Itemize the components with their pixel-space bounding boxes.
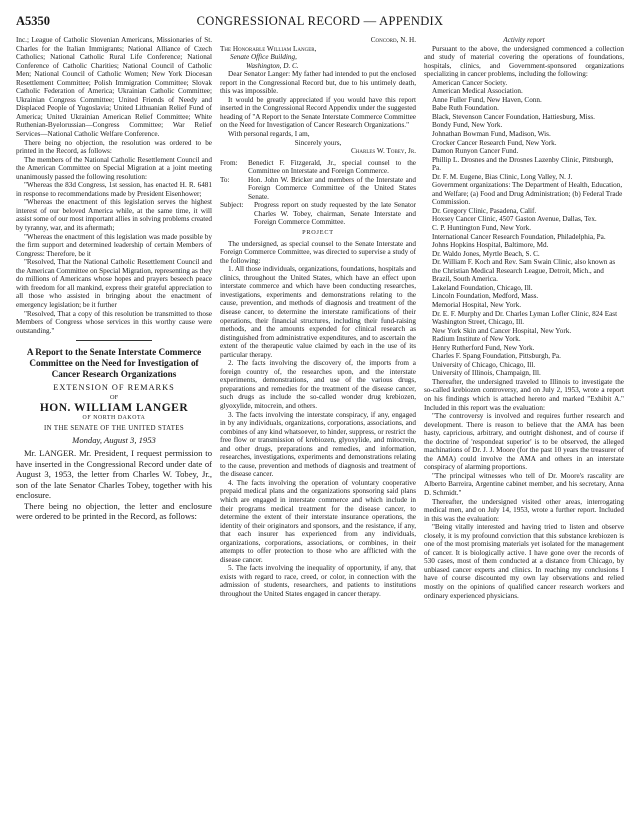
list-item: Henry Rutherford Fund, New York. xyxy=(432,343,535,352)
paragraph: Pursuant to the above, the undersigned commenced a collection and study of material covering the operations of foundations, hospitals, clinics, and Government-sponsored organizations specializing in cancer problems, including the following: xyxy=(424,44,624,79)
paragraph: 3. The facts involving the interstate conspiracy, if any, engaged in by any individuals, organizations, corporations, associations, and combines of any kind whatsoever, to hinder, suppress, or restrict the free flow or transmission of krebiozen, glyoxylide, and mitocrein, and other drugs, preparations and remedies, and information, researches, investigations, experiments and demonstrations relating to the cause, prevention and methods of diagnosis and treatment of the disease cancer. xyxy=(220,410,416,479)
resolution-whereas-3: "Whereas the enactment of this legislation was made possible by the firm support and determined leadership of certain Members of Congress: Therefore, be it xyxy=(16,232,212,258)
memo-to: To: Hon. John W. Bricker and members of the Interstate and Foreign Commerce Committee of the United States Senate. xyxy=(220,175,416,201)
memo-subject-label: Subject: xyxy=(220,201,244,210)
list-item: Charles F. Spang Foundation, Pittsburgh, Pa. xyxy=(432,352,561,361)
organization-list xyxy=(424,79,624,378)
paragraph: Dear Senator Langer: My father had intended to put the enclosed report in the Congressional Record but, due to his untimely death, this was impossible. xyxy=(220,70,416,96)
list-item: Lincoln Foundation, Medford, Mass. xyxy=(432,292,539,301)
resolution-resolved-2: "Resolved, That a copy of this resolution be transmitted to those Members of Congress whose services in this worthy cause were outstanding." xyxy=(16,309,212,335)
list-item: Dr. Gregory Clinic, Pasadena, Calif. xyxy=(432,206,537,215)
paragraph: 2. The facts involving the discovery of, the imports from a foreign country of, the researches upon, and the interstate experiments, demonstrations, and use of the various drugs, preparations and remedies for the treatment of the disease cancer, such drugs as include the so-called wonder drug krebiozen, glyoxylide, mitocrein, and others. xyxy=(220,359,416,410)
list-item: Damon Runyon Cancer Fund. xyxy=(432,147,519,156)
article-title: A Report to the Senate Interstate Commerce Committee on the Need for Investigation of Cancer Research Organizations xyxy=(26,347,202,380)
paragraph: It would be greatly appreciated if you would have this report inserted in the Congressional Record Appendix under the suggested heading of "A Report to the Senate Interstate Commerce Committee on the Need for Investigation of Cancer Research Organizations." xyxy=(220,95,416,130)
memo-to-label: To: xyxy=(220,175,230,184)
list-item: Dr. Waldo Jones, Myrtle Beach, S. C. xyxy=(432,249,540,258)
column-1 xyxy=(16,36,212,814)
letter-closing: Sincerely yours, xyxy=(294,138,342,147)
list-item: C. P. Huntington Fund, New York. xyxy=(432,224,532,233)
paragraph: Thereafter, the undersigned traveled to Illinois to investigate the so-called krebiozen controversy, and on July 2, 1953, wrote a report on his findings which is attached hereto and marked "Exhibit A." Included in this report was the evaluation: xyxy=(424,377,624,412)
list-item: Radium Institute of New York. xyxy=(432,335,521,344)
memo-from: From: Benedict F. Fitzgerald, Jr., special counsel to the Committee on Interstate and Foreign Commerce. xyxy=(220,158,416,176)
divider xyxy=(76,340,152,341)
paragraph: 1. All those individuals, organizations, foundations, hospitals and clinics, throughout the United States, which have an effect upon interstate commerce and which have been conducting researches, investigations, experiments and demonstrations relating to the cause, prevention, and methods of diagnosis and treatment of the disease cancer, to determine the interstate ramifications of their operations, their financial structures, including their fund-raising methods, and the amounts expended for clinical research as distinguished from administrative expenditures, and to ascertain the extent of the therapeutic value claimed by each in the use of its particular therapy. xyxy=(220,265,416,359)
paragraph: The members of the National Catholic Resettlement Council and the American Committee on Special Migration at a joint meeting unanimously passed the following resolution: xyxy=(16,155,212,181)
section-heading: PROJECT xyxy=(302,229,334,237)
paragraph: The undersigned, as special counsel to the Senate Interstate and Foreign Commerce Committee, was directed to supervise a study of the following: xyxy=(220,239,416,265)
list-item: Anne Fuller Fund, New Haven, Conn. xyxy=(432,95,542,104)
paragraph: Thereafter, the undersigned visited other areas, interrogating medical men, and on July 14, 1953, wrote a further report. Included in this was the evaluation: xyxy=(424,497,624,523)
list-item: Dr. E. F. Murphy and Dr. Charles Lyman Lofler Clinic, 824 East Washington Street, Chicago, Ill. xyxy=(432,309,618,327)
letter-address-line: Washington, D. C. xyxy=(246,61,299,70)
page-header xyxy=(16,14,624,30)
list-item: Babe Ruth Foundation. xyxy=(432,104,499,113)
paragraph: Mr. LANGER. Mr. President, I request permission to have inserted in the Congressional Record under date of August 3, 1953, the letter from Charles W. Tobey, Jr., son of the late Senator Charles Tobey, together with his enclosure. xyxy=(16,448,212,501)
list-item: Crocker Cancer Research Fund, New York. xyxy=(432,138,557,147)
column-2 xyxy=(220,36,416,814)
paragraph: There being no objection, the resolution was ordered to be printed in the Record, as follows: xyxy=(16,138,212,156)
paragraph: 5. The facts involving the inequality of opportunity, if any, that exists with regard to race, creed, or color, in connection with the admission of students, researchers, and patients to institutions throughout the United States engaged in cancer therapy. xyxy=(220,564,416,598)
list-item: University of Chicago, Chicago, Ill. xyxy=(432,360,536,369)
letter-signature: Charles W. Tobey, Jr. xyxy=(350,147,416,156)
quote: "The principal witnesses who tell of Dr. Moore's rascality are Alberto Barreira, Argentine cabinet member, and his secretary, Anna D. Schmidt." xyxy=(424,471,624,497)
list-item: Memorial Hospital, New York. xyxy=(432,300,522,309)
list-item: New York Skin and Cancer Hospital, New York. xyxy=(432,326,572,335)
list-item: Lakeland Foundation, Chicago, Ill. xyxy=(432,283,533,292)
quote: "The controversy is involved and requires further research and development. There is reason to believe that the AMA has been hasty, capricious, arbitrary, and outright dishonest, and of course if the doctrine of 'respondeat superior' is to be observed, the alleged machinations of Dr. J. J. Moore (for the past 10 years the treasurer of the AMA) could involve the AMA and others in an interstate conspiracy of alarming proportions. xyxy=(424,412,624,472)
quote: "Being vitally interested and having tried to listen and observe closely, it is my profound conviction that this substance krebiozen is one of the most promising materials yet isolated for the management of cancer. It is biologically active. I have gone over the records of 530 cases, most of them conducted at a distance from Chicago, by unbiased cancer experts and clinics. In reaching my conclusions I have of course discounted my own lay observations and relied mostly on the opinions of qualified cancer research workers and ordinary experienced physicians. xyxy=(424,523,624,600)
list-item: Dr. F. M. Eugene, Bias Clinic, Long Valley, N. J. xyxy=(432,172,573,181)
list-item: Hoxsey Cancer Clinic, 4507 Gaston Avenue, Dallas, Tex. xyxy=(432,215,597,224)
organizations-list: Inc.; League of Catholic Slovenian Americans, Missionaries of St. Charles for the Italian Immigrants; National Alliance of Czech Catholics; National Catholic Rural Life Conference; National Conference of Catholic Charities; National Council of Catholic Men; National Council of Catholic Women; New York Diocesan Resettlement Committee; Polish Immigration Committee; Slovak Catholic Federation of America; Ukrainian Catholic Committee; Ukrainian Congress Committee; United Friends of Needy and Displaced People of Yugoslavia; United Lithuanian Relief Fund of America; United Ukrainian American Relief Committee; White Ruthenian-Byelorussian—Congress Committee; War Relief Services—National Catholic Welfare Conference. xyxy=(16,36,212,139)
list-item: American Medical Association. xyxy=(432,87,523,96)
resolution-whereas-1: "Whereas the 83d Congress, 1st session, has enacted H. R. 6481 in response to recommendations made by President Eisenhower; xyxy=(16,181,212,198)
memo-from-label: From: xyxy=(220,158,238,167)
list-item: Government organizations: The Department of Health, Education, and Welfare; (a) Food and Drug Administration; (b) Federal Trade Commission. xyxy=(432,181,623,207)
letter-place: Concord, N. H. xyxy=(370,36,416,44)
extension-heading: EXTENSION OF REMARKS xyxy=(53,383,175,393)
list-item: Dr. William F. Koch and Rev. Sam Swain Clinic, also known as the Christian Medical Research League, Detroit, Mich., and Brazil, South America. xyxy=(432,258,616,284)
list-item: American Cancer Society. xyxy=(432,78,508,87)
running-head: CONGRESSIONAL RECORD — APPENDIX xyxy=(196,14,444,28)
page-number: A5350 xyxy=(16,14,51,28)
speaker-name: HON. WILLIAM LANGER xyxy=(39,402,189,415)
list-item: Phillip L. Drosnes and the Drosnes Lazenby Clinic, Pittsburgh, Pa. xyxy=(432,155,614,173)
of-label: OF xyxy=(109,393,119,401)
date: Monday, August 3, 1953 xyxy=(72,434,156,445)
list-item: Black, Stevenson Cancer Foundation, Hattiesburg, Miss. xyxy=(432,112,595,121)
letter-address-line: Senate Office Building, xyxy=(230,53,297,62)
paragraph: With personal regards, I am, xyxy=(228,130,310,139)
speaker-state: OF NORTH DAKOTA xyxy=(82,414,146,421)
resolution-whereas-2: "Whereas the enactment of this legislation serves the highest interest of our beloved America while, at the same time, it will assist some of our most important allies in solving problems created by tyranny, war, and its aftermath; xyxy=(16,198,212,233)
list-item: International Cancer Research Foundation, Philadelphia, Pa. xyxy=(432,232,606,241)
section-heading: Activity report xyxy=(503,36,545,44)
paragraph: There being no objection, the letter and enclosure were ordered to be printed in the Record, as follows: xyxy=(16,500,212,522)
list-item: Johns Hopkins Hospital, Baltimore, Md. xyxy=(432,241,549,250)
chamber: IN THE SENATE OF THE UNITED STATES xyxy=(43,425,185,433)
letter-addressee: The Honorable William Langer, xyxy=(220,44,317,53)
column-3 xyxy=(424,36,624,814)
memo-subject: Subject: Progress report on study requested by the late Senator Charles W. Tobey, chairman, Senate Interstate and Foreign Commerce Committee. xyxy=(220,201,416,227)
list-item: Bondy Fund, New York. xyxy=(432,121,503,130)
paragraph: 4. The facts involving the operation of voluntary cooperative prepaid medical plans and the organizations sponsoring said plans which are engaged in interstate commerce and which include in their programs medical treatment for the disease cancer, to determine the extent of their interstate insurance operations, the identity of their originators and sponsors, and the resistance, if any, that each insurer has experienced from any individuals, organizations, corporations, associations, or combines, in their attempts to offer protection to those who are afflicted with the disease cancer. xyxy=(220,478,416,564)
list-item: Johnathan Bowman Fund, Madison, Wis. xyxy=(432,130,551,139)
resolution-resolved-1: "Resolved, That the National Catholic Resettlement Council and the American Committee on Special Migration, representing as they do millions of Americans whose hopes and prayers beseech peace with freedom for all mankind, express their grateful appreciation to all those who assisted in bringing about the enactment of emergency legislation; be it further xyxy=(16,258,212,309)
list-item: University of Illinois, Champaign, Ill. xyxy=(432,369,541,378)
memo-header xyxy=(220,159,416,227)
